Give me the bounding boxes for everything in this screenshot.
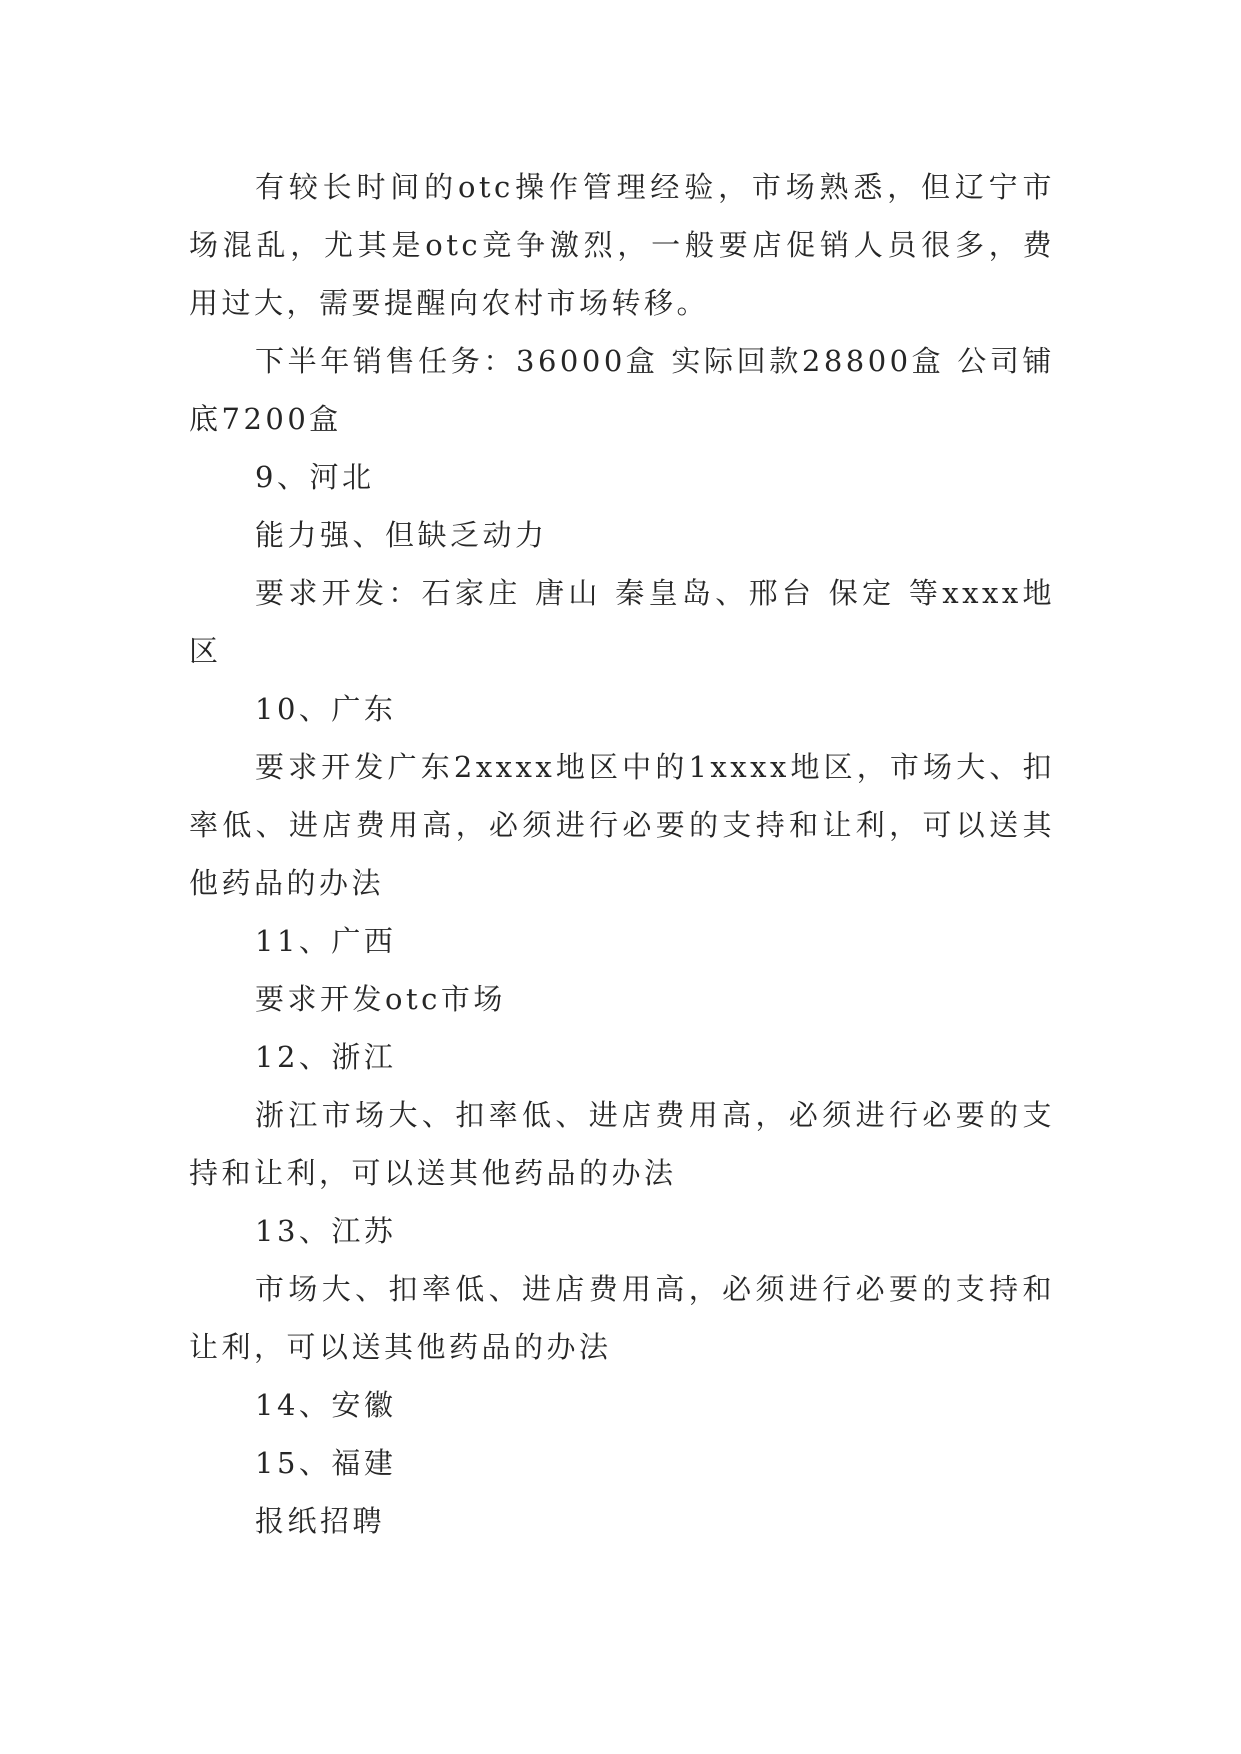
paragraph-liaoning-assessment: 有较长时间的otc操作管理经验，市场熟悉，但辽宁市场混乱，尤其是otc竞争激烈，一般要店促销人员很多，费用过大，需要提醒向农村市场转移。 (189, 170, 1055, 320)
heading-fujian: 15、福建 (255, 1446, 397, 1480)
paragraph-hebei-development: 要求开发：石家庄 唐山 秦皇岛、邢台 保定 等xxxx地区 (189, 576, 1055, 668)
paragraph-sales-target: 下半年销售任务：36000盒 实际回款28800盒 公司铺底7200盒 (189, 344, 1055, 436)
paragraph-guangdong-development: 要求开发广东2xxxx地区中的1xxxx地区，市场大、扣率低、进店费用高，必须进行必要的支持和让利，可以送其他药品的办法 (189, 750, 1055, 900)
paragraph-guangxi-development: 要求开发otc市场 (255, 982, 506, 1016)
heading-guangdong: 10、广东 (255, 692, 397, 726)
paragraph-fujian-recruitment: 报纸招聘 (255, 1504, 386, 1538)
paragraph-zhejiang-market: 浙江市场大、扣率低、进店费用高，必须进行必要的支持和让利，可以送其他药品的办法 (189, 1098, 1055, 1190)
paragraph-hebei-ability: 能力强、但缺乏动力 (255, 518, 548, 552)
heading-anhui: 14、安徽 (255, 1388, 397, 1422)
heading-zhejiang: 12、浙江 (255, 1040, 397, 1074)
heading-guangxi: 11、广西 (255, 924, 397, 958)
heading-jiangsu: 13、江苏 (255, 1214, 397, 1248)
document-body (189, 158, 1055, 1550)
heading-hebei: 9、河北 (255, 460, 375, 494)
paragraph-jiangsu-market: 市场大、扣率低、进店费用高，必须进行必要的支持和让利，可以送其他药品的办法 (189, 1272, 1055, 1364)
